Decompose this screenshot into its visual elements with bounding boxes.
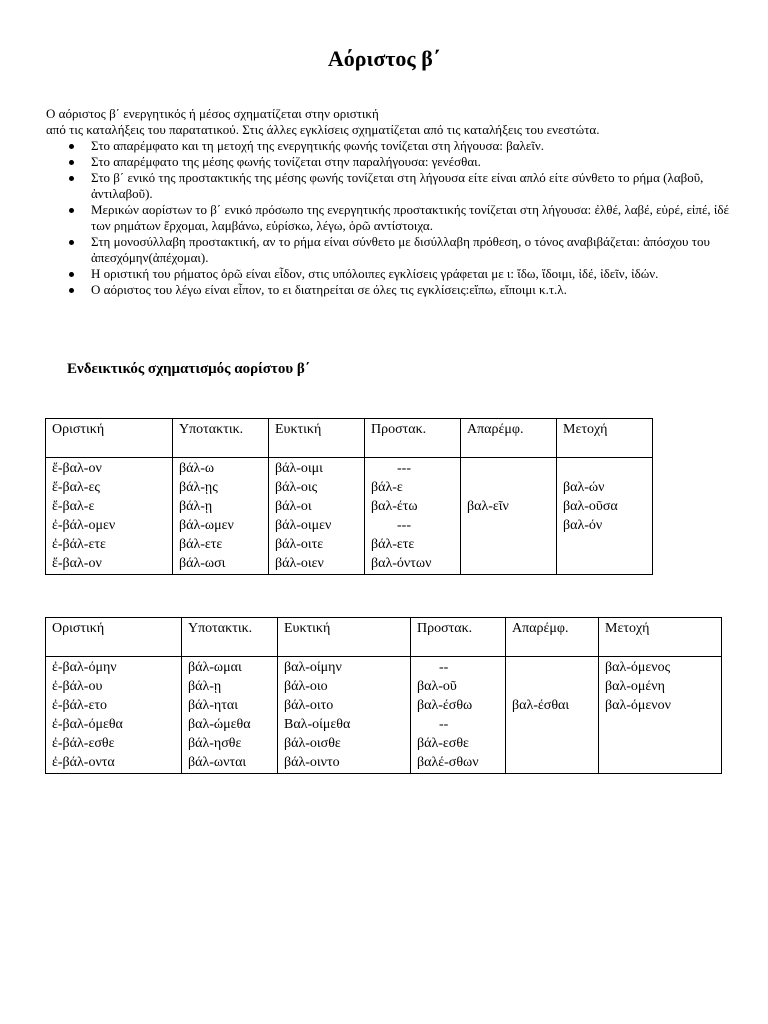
middle-conjugation-table	[45, 617, 722, 774]
form: βαλ-όντων	[371, 556, 432, 571]
rules-list	[46, 138, 746, 298]
form: βαλ-ώμεθα	[188, 717, 251, 732]
form: βάλ-ῃς	[179, 480, 218, 495]
section-heading: Ενδεικτικός σχηματισμός αορίστου β΄	[67, 361, 310, 377]
table-header-row	[46, 618, 722, 657]
form: βάλ-οιο	[284, 679, 328, 694]
header-oristiki: Οριστική	[46, 618, 182, 657]
prostaktiki-cell	[411, 657, 506, 774]
header-aparemfato: Απαρέμφ.	[506, 618, 599, 657]
form: βαλ-ών	[563, 480, 605, 495]
header-oristiki: Οριστική	[46, 419, 173, 458]
active-conjugation-table	[45, 418, 653, 575]
form: βάλ-ωνται	[188, 755, 247, 770]
form: --	[439, 717, 449, 732]
list-item: Στο β΄ ενικό της προστακτικής της μέσης φωνής τονίζεται στη λήγουσα είτε είναι απλό είτε σύνθετο το ρήμα (λαβοῦ, ἀντιλαβοῦ).	[91, 170, 746, 202]
intro-line-2: από τις καταλήξεις του παρατατικού. Στις άλλες εγκλίσεις σχηματίζεται από τις καταλήξεις του ενεστώτα.	[46, 122, 600, 137]
form: βάλ-οιτε	[275, 537, 324, 552]
header-efktiki: Ευκτική	[278, 618, 411, 657]
aparemfato-cell	[461, 458, 557, 575]
form: ἔ-βαλ-ε	[52, 499, 95, 514]
efktiki-cell	[269, 458, 365, 575]
table-row	[46, 657, 722, 774]
oristiki-cell	[46, 458, 173, 575]
form: βάλ-οις	[275, 480, 318, 495]
form: βάλ-ωσι	[179, 556, 226, 571]
intro-section	[46, 106, 746, 298]
form: ἔ-βαλ-ον	[52, 556, 102, 571]
form: βάλ-ῃ	[188, 679, 222, 694]
form: βάλ-ετε	[179, 537, 223, 552]
form: βάλ-ηται	[188, 698, 238, 713]
form: ἔ-βαλ-ες	[52, 480, 100, 495]
form: βάλ-ωμεν	[179, 518, 234, 533]
form: ἐ-βάλ-ετε	[52, 537, 106, 552]
header-efktiki: Ευκτική	[269, 419, 365, 458]
form: ἐ-βάλ-ου	[52, 679, 103, 694]
oristiki-cell	[46, 657, 182, 774]
form: βαλ-όμενος	[605, 660, 671, 675]
header-metochi: Μετοχή	[599, 618, 722, 657]
form: βάλ-ε	[371, 480, 403, 495]
form: ἔ-βαλ-ον	[52, 461, 102, 476]
page-title: Αόριστος β΄	[327, 46, 441, 71]
form: ἐ-βάλ-ετο	[52, 698, 107, 713]
ypotaktiki-cell	[182, 657, 278, 774]
form: βάλ-οιντο	[284, 755, 340, 770]
list-item: Στο απαρέμφατο της μέσης φωνής τονίζεται στην παραλήγουσα: γενέσθαι.	[91, 154, 746, 170]
form: ---	[397, 461, 411, 476]
header-aparemfato: Απαρέμφ.	[461, 419, 557, 458]
form: ἐ-βάλ-οντα	[52, 755, 115, 770]
list-item: Η οριστική του ρήματος ὁρῶ είναι εἶδον, στις υπόλοιπες εγκλίσεις γράφεται με ι: ἴδω, ἴδοιμι, ἰδέ, ἰδεῖν, ἰδών.	[91, 266, 746, 282]
header-prostaktiki: Προστακ.	[411, 618, 506, 657]
form: βάλ-ῃ	[179, 499, 213, 514]
form: βαλ-όν	[563, 518, 603, 533]
aparemfato-cell	[506, 657, 599, 774]
list-item: Ο αόριστος του λέγω είναι εἶπον, το ει διατηρείται σε όλες τις εγκλίσεις:εἴπω, εἴποιμι κ.τ.λ.	[91, 282, 746, 298]
form: βάλ-οι	[275, 499, 312, 514]
form: βάλ-οιεν	[275, 556, 324, 571]
form: βαλέ-σθων	[417, 755, 479, 770]
form: βάλ-εσθε	[417, 736, 469, 751]
header-prostaktiki: Προστακ.	[365, 419, 461, 458]
metochi-cell	[599, 657, 722, 774]
header-metochi: Μετοχή	[557, 419, 653, 458]
form: βάλ-ετε	[371, 537, 415, 552]
form: ἐ-βάλ-ομεν	[52, 518, 116, 533]
form: βαλ-έσθω	[417, 698, 473, 713]
form: ---	[397, 518, 411, 533]
form: βαλ-οῦ	[417, 679, 457, 694]
form: βαλ-έτω	[371, 499, 418, 514]
form: βαλ-όμενον	[605, 698, 671, 713]
table-header-row	[46, 419, 653, 458]
form: βάλ-ω	[179, 461, 215, 476]
form: βάλ-ωμαι	[188, 660, 242, 675]
form: βαλ-εῖν	[467, 499, 509, 514]
intro-line-1: Ο αόριστος β΄ ενεργητικός ή μέσος σχηματίζεται στην οριστική	[46, 106, 379, 121]
form: ἐ-βαλ-όμην	[52, 660, 117, 675]
list-item: Μερικών αορίστων το β΄ ενικό πρόσωπο της ενεργητικής προστακτικής τονίζεται στη λήγουσα: ἐλθέ, λαβέ, εὑρέ, εἰπέ, ἰδέ των ρημάτων ἔρχομαι, λαμβάνω, εὑρίσκω, λέγω, ὁρῶ αντίστοιχα.	[91, 202, 746, 234]
form: βάλ-οισθε	[284, 736, 341, 751]
form: βάλ-ησθε	[188, 736, 242, 751]
metochi-cell	[557, 458, 653, 575]
form: βαλ-οίμην	[284, 660, 342, 675]
form: Βαλ-οίμεθα	[284, 717, 351, 732]
form: βάλ-οιτο	[284, 698, 334, 713]
table-row	[46, 458, 653, 575]
list-item: Στο απαρέμφατο και τη μετοχή της ενεργητικής φωνής τονίζεται στη λήγουσα: βαλεῖν.	[91, 138, 746, 154]
header-ypotaktiki: Υποτακτικ.	[182, 618, 278, 657]
form: ἐ-βαλ-όμεθα	[52, 717, 123, 732]
form: βαλ-έσθαι	[512, 698, 570, 713]
prostaktiki-cell	[365, 458, 461, 575]
form: βαλ-ομένη	[605, 679, 665, 694]
ypotaktiki-cell	[173, 458, 269, 575]
list-item: Στη μονοσύλλαβη προστακτική, αν το ρήμα είναι σύνθετο με δισύλλαβη πρόθεση, ο τόνος αναβιβάζεται: ἀπόσχου του ἀπεσχόμην(ἀπέχομαι).	[91, 234, 746, 266]
form: ἐ-βάλ-εσθε	[52, 736, 115, 751]
form: βαλ-οῦσα	[563, 499, 618, 514]
efktiki-cell	[278, 657, 411, 774]
header-ypotaktiki: Υποτακτικ.	[173, 419, 269, 458]
form: βάλ-οιμεν	[275, 518, 332, 533]
form: --	[439, 660, 449, 675]
form: βάλ-οιμι	[275, 461, 323, 476]
